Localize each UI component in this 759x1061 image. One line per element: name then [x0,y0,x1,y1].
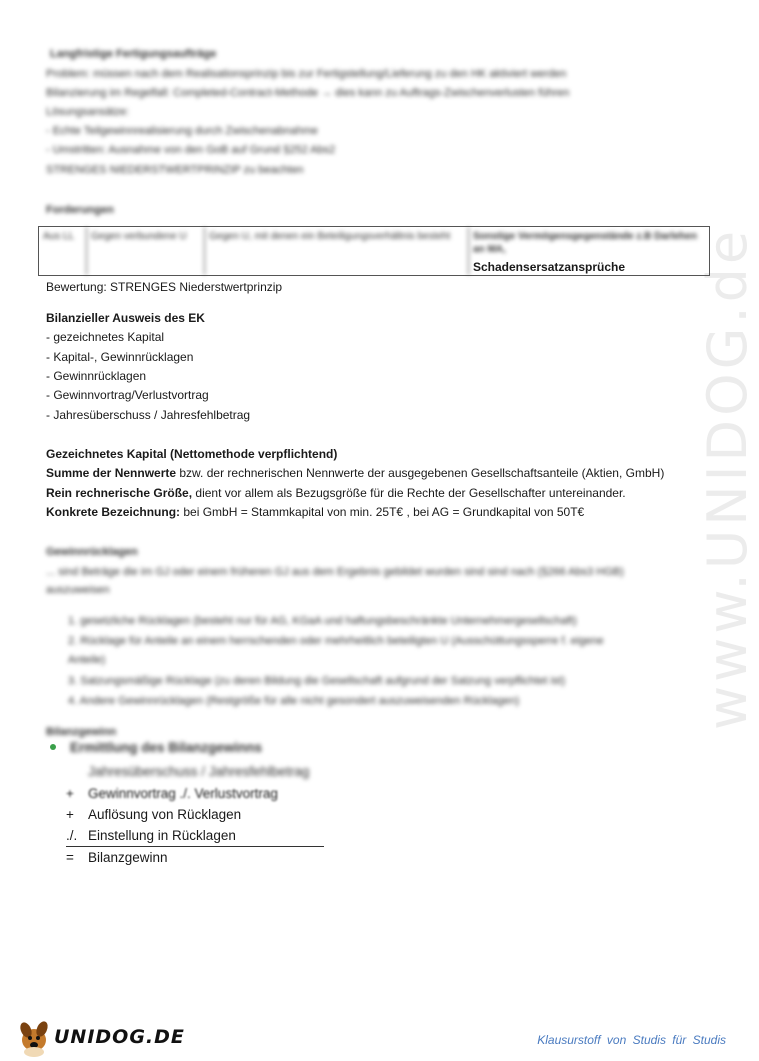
calc-operator: ./. [66,828,78,843]
calc-label: Gewinnvortrag ./. Verlustvortrag [88,786,278,801]
text-line: Problem: müssen nach dem Realisationsprinzip bis zur Fertigstellung/Lieferung zu den HK aktiviert werden [46,68,567,80]
ausweis-title: Bilanzieller Ausweis des EK [46,311,205,325]
bilanzgewinn-subtitle: Ermittlung des Bilanzgewinns [70,740,263,755]
text-line: STRENGES NIEDERSTWERTPRINZIP zu beachten [46,164,304,176]
calc-operator: + [66,786,74,801]
text-rest: bei GmbH = Stammkapital von min. 25T€ , bei AG = Grundkapital von 50T€ [180,505,585,519]
calc-operator: = [66,850,74,865]
bold-term: Summe der Nennwerte [46,466,177,480]
text-rest: bzw. der rechnerischen Nennwerte der ausgegebenen Gesellschaftsanteile (Aktien, GmbH) [176,466,665,480]
watermark: www.UNIDOG.de [696,226,759,730]
table-cell: Aus LL [39,227,87,275]
list-item: - gezeichnetes Kapital [46,330,165,344]
table-cell: Gegen verbundene U [87,227,205,275]
text-line: ... sind Beträge die im GJ oder einem früheren GJ aus dem Ergebnis gebildet wurden sind sind nach (§266 Abs3 HGB) [46,566,624,578]
section-title: Bilanzgewinn [46,726,117,738]
table-cell-text-visible: Schadensersatzansprüche [473,260,626,274]
dog-icon [16,1018,56,1058]
table-cell-text: Sonstige Vermögensgegenstände z.B Darlehen an MA, [473,231,697,255]
table-cell: Gegen U, mit denen ein Beteiligungsverhältnis besteht [205,227,469,275]
bewertung-text: Bewertung: STRENGES Niederstwertprinzip [46,280,283,294]
text-line: - Echte Teilgewinnrealisierung durch Zwischenabnahme [46,125,318,137]
list-item: - Jahresüberschuss / Jahresfehlbetrag [46,408,251,422]
bullet-icon [50,744,56,750]
calc-operator: + [66,807,74,822]
list-item: Anteile) [68,654,106,666]
list-item: 1. gesetzliche Rücklagen (besteht nur für AG, KGaA und haftungsbeschränkte Unternehmergesellschaft) [68,615,577,627]
list-item: - Gewinnrücklagen [46,369,147,383]
text-rest: dient vor allem als Bezugsgröße für die Rechte der Gesellschafter untereinander. [192,486,626,500]
text-line: - Umstritten: Ausnahme von den GoB auf Grund §252 Abs2 [46,144,336,156]
bold-term: Rein rechnerische Größe, [46,486,193,500]
list-item: - Kapital-, Gewinnrücklagen [46,350,194,364]
table-cell-last [469,227,709,275]
sum-divider [66,846,324,847]
list-item: 3. Satzungsmäßige Rücklage (zu deren Bildung die Gesellschaft aufgrund der Satzung verpflichtet ist) [68,675,566,687]
footer-slogan: Klausurstoff von Studis für Studis [537,1033,726,1047]
list-item: 2. Rücklage für Anteile an einem herrschenden oder mehrheitlich beteiligten U (Ausschüttungssperre f. eigene [68,635,604,647]
calc-label: Bilanzgewinn [88,850,168,865]
gezeichnet-title: Gezeichnetes Kapital (Nettomethode verpflichtend) [46,447,338,461]
section-title: Langfristige Fertigungsaufträge [50,48,217,60]
unidog-logo[interactable] [16,1018,196,1058]
text-line: Bilanzierung im Regelfall: Completed-Contract-Methode → dies kann zu Auftrags-Zwischenverlusten führen [46,87,570,99]
forderungen-table [38,226,710,276]
logo-text: UNIDOG.DE [54,1026,185,1048]
text-line: Lösungsansätze: [46,106,130,118]
section-title: Gewinnrücklagen [46,546,138,558]
gezeichnet-line [46,504,584,520]
list-item: - Gewinnvortrag/Verlustvortrag [46,388,209,402]
calc-label: Einstellung in Rücklagen [88,828,236,843]
section-title-forderungen: Forderungen [46,204,114,216]
calc-label: Jahresüberschuss / Jahresfehlbetrag [88,764,310,779]
bold-term: Konkrete Bezeichnung: [46,505,181,519]
list-item: 4. Andere Gewinnrücklagen (Restgröße für alle nicht gesondert auszuweisenden Rücklagen) [68,695,520,707]
calc-label: Auflösung von Rücklagen [88,807,242,822]
gezeichnet-line [46,485,626,501]
gezeichnet-line [46,465,664,481]
text-line: auszuweisen [46,584,110,596]
